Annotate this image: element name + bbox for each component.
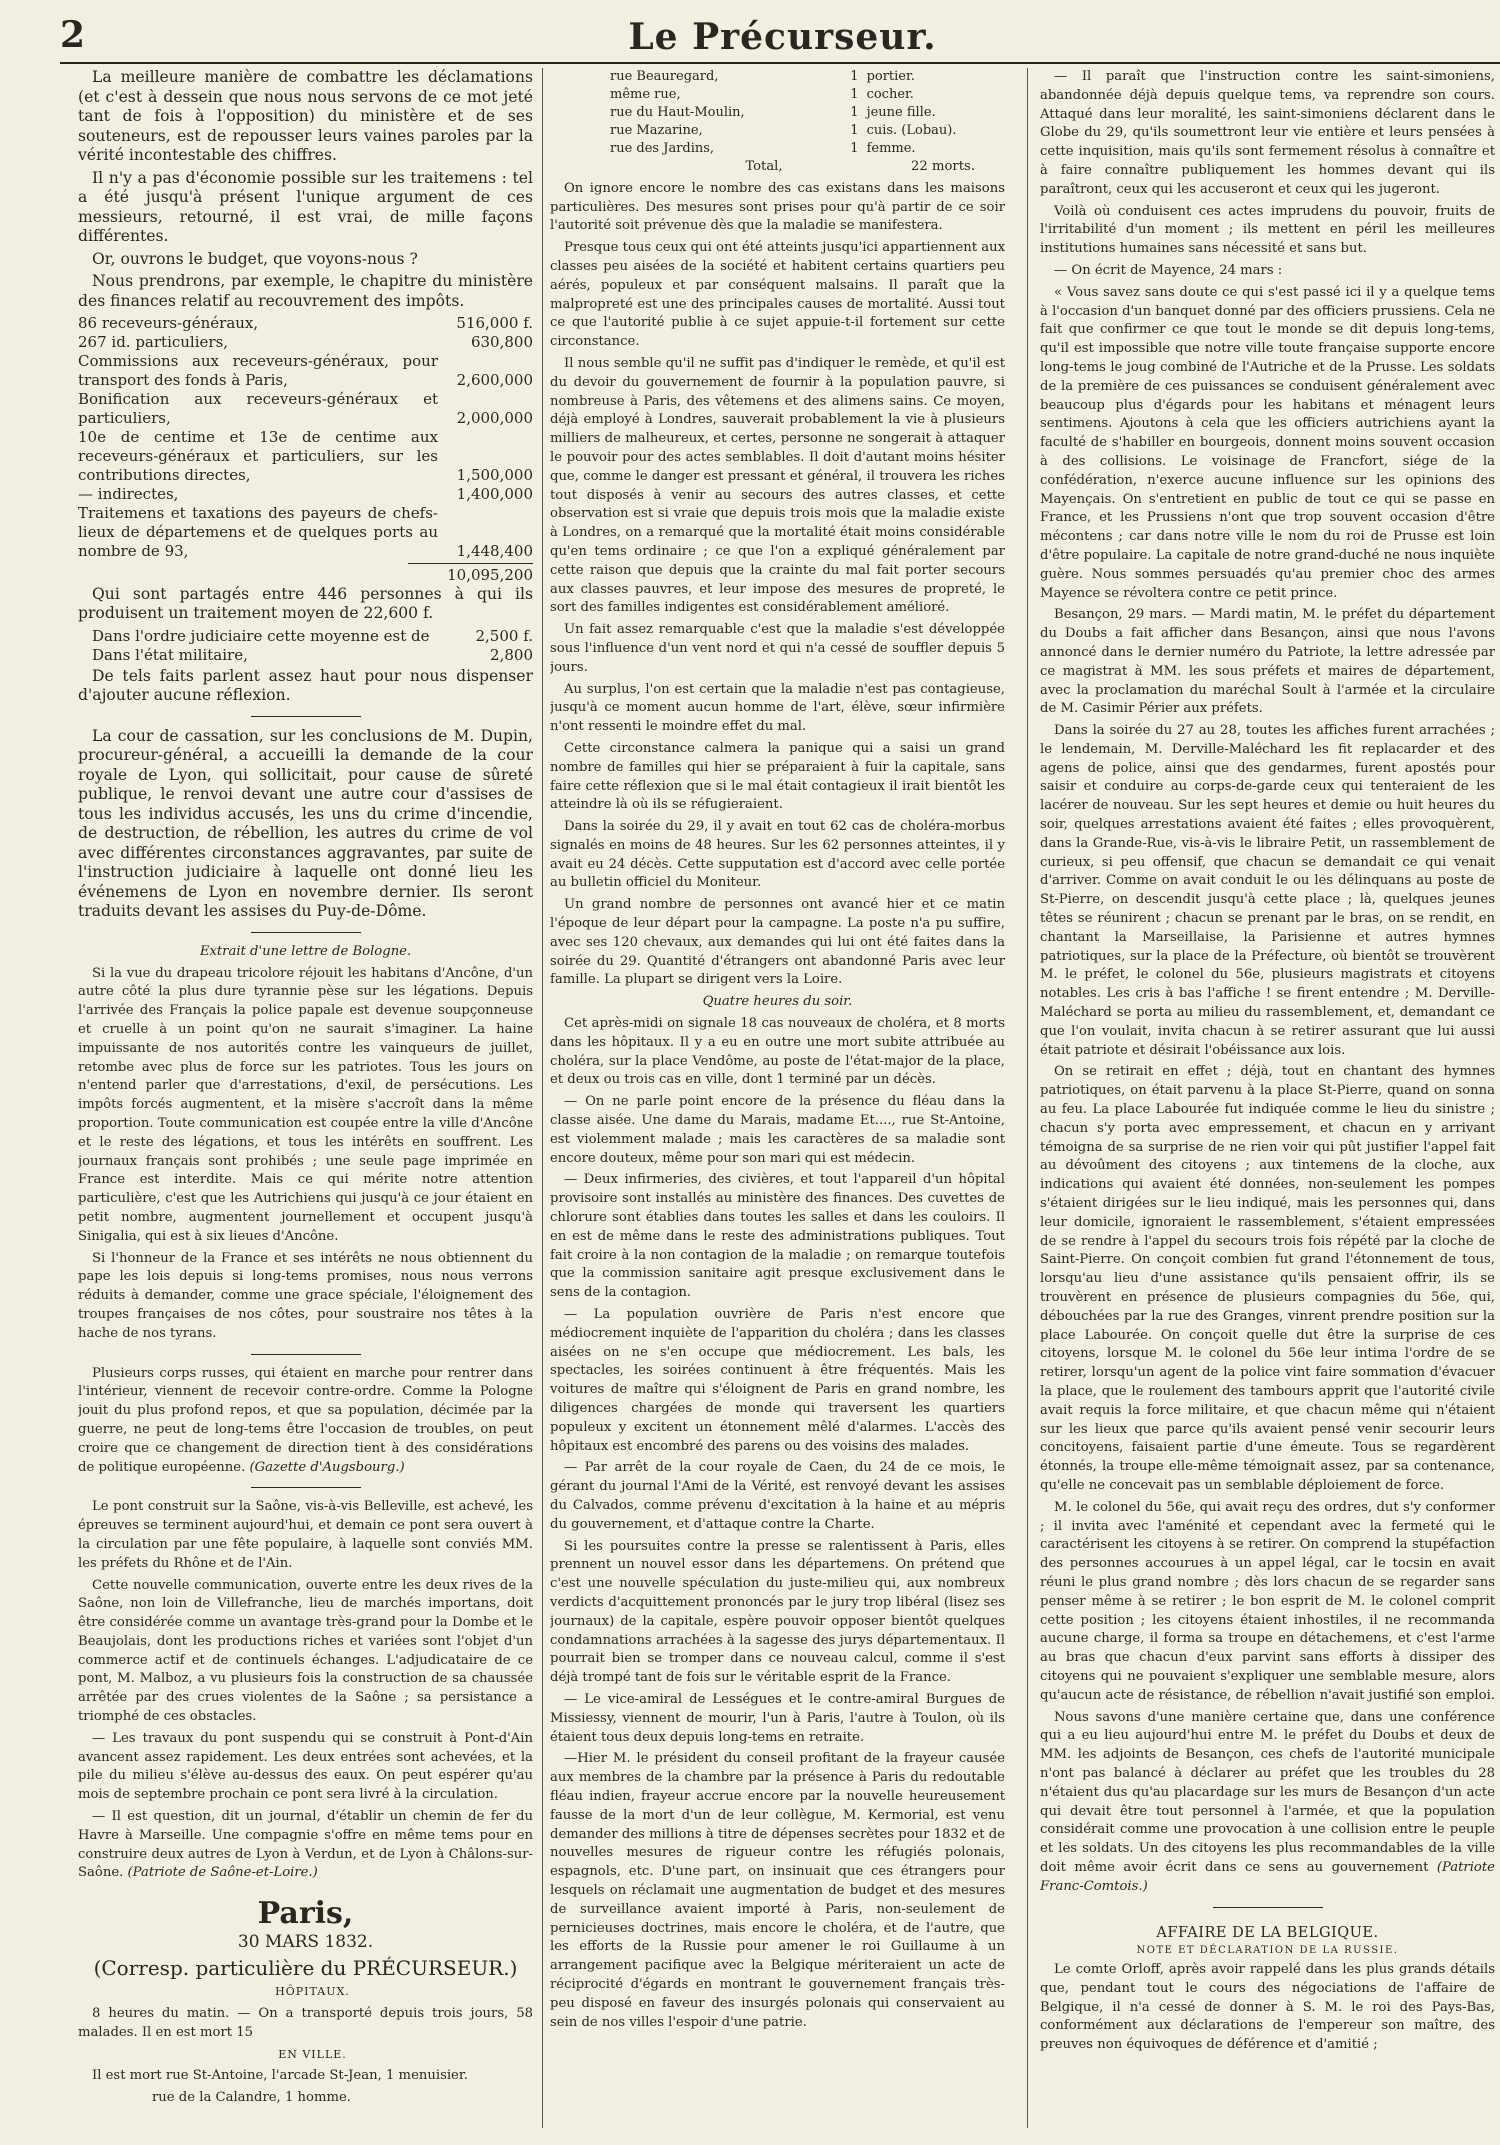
finance-label: Bonification aux receveurs-généraux et particuliers, [78,390,438,427]
finance-row [78,314,533,333]
article-paragraph: Nous prendrons, par exemple, le chapitre du ministère des finances relatif au recouvrement des impôts. [78,272,533,310]
article-paragraph: Si l'honneur de la France et ses intérêts ne nous obtiennent du pape les lois depuis si long-tems promises, nous nous verrons réduits à demander, comme une grace spéciale, l'éloignement des troupes françaises de nos côtes, pour soustraire nos têtes à la hache de nos tyrans. [78,1250,533,1341]
finance-row [78,428,533,485]
article-paragraph: Voilà où conduisent ces actes imprudens du pouvoir, fruits de l'irritabilité d'un moment ; ils mettent en péril les meilleures institutions humaines sans nécessité et sans but. [1040,203,1495,257]
average-label: Dans l'état militaire, [92,645,248,664]
finance-label: 267 id. particuliers, [78,333,229,351]
masthead [60,10,1500,64]
finance-total: 10,095,200 [408,563,533,585]
article-paragraph: Dans la soirée du 29, il y avait en tout 62 cas de choléra-morbus signalés en moins de 48 heures. Sur les 62 personnes atteintes, il y avait eu 24 décès. Cette supputation est d'accord avec celle portée au bulletin officiel du Moniteur. [550,819,1005,891]
article-paragraph: Un fait assez remarquable c'est que la maladie s'est développée sous l'influence d'un vent nord et qui n'a cessé de souffler depuis 5 jours. [550,622,1005,675]
paragraph-text: Nous savons d'une manière certaine que, dans une conférence qui a eu lieu aujourd'hui entre M. le préfet du Doubs et deux de MM. les adjoints de Besançon, ces chefs de l'autorité municipale n'ont pas balancé à déclarer au préfet que les troubles du 28 n'étaient dus qu'au placardage sur les murs de Besançon d'un acte qui devait être tout personnel à l'armée, et que la population considérait comme une provocation à une collision entre le peuple et les soldats. Un des citoyens les plus recommandables de la ville doit même avoir écrit dans ce sens au gouvernement [1040,1709,1495,1875]
article-paragraph: On se retirait en effet ; déjà, tout en chantant des hymnes patriotiques, on était parvenu à la place St-Pierre, quand on sonna au feu. La place Labourée fut indiquée comme le lieu du sinistre ; chacun s'y porta avec empressement, et chacun en y arrivant témoigna de sa surprise de ne rien voir qui pût justifier l'appel fait au dévoûment des citoyens ; aux tintemens de la cloche, aux indications qui avaient été données, non-seulement les pompes s'étaient dirigées sur le lieu indiqué, mais les personnes qui, dans leur domicile, ignoraient le rassemblement, s'étaient empressées de se rendre à l'appel du secours trois fois répété par la cloche de Saint-Pierre. On conçoit combien fut grand l'étonnement de tous, lorsqu'au lieu d'une assistance qu'ils pensaient offrir, ils se trouvèrent en présence de plusieurs compagnies du 56e, qui, débouchées par la rue des Granges, vinrent prendre position sur la place Labourée. On conçoit quelle dut être la surprise de ces citoyens, lorsque M. le colonel du 56e leur intima l'ordre de se retirer, lorsqu'un agent de la police vint faire sommation d'évacuer la place, que le roulement des tambours apprit que l'autorité civile avait requis la force militaire, et que chacun même qui n'étaient sur les lieux que parce qu'ils avaient pensé venir secourir leurs concitoyens, faisaient partie d'une émeute. Tous se regardèrent étonnés, la troupe elle-même témoignait assez, par sa contenance, qu'elle ne concevait pas un semblable déploiement de force. [1040,1064,1495,1493]
deaths-who: jeune fille. [866,105,936,120]
article-paragraph: Si les poursuites contre la presse se ralentissent à Paris, elles prennent un nouvel essor dans les départemens. On prétend que c'est une nouvelle spéculation du juste-milieu qui, aux nombreux verdicts d'acquittement prononcés par le jury trop libéral (lisez ses journaux) de la capitale, espère pouvoir opposer bientôt quelques condamnations arrachées à la sagesse des jurys départementaux. Il pourrait bien se tromper dans ce nouveau calcul, comme il s'est déjà trompé tant de fois sur le véritable esprit de la France. [550,1538,1005,1686]
average-value: 2,500 f. [475,626,533,645]
finance-value: 2,000,000 [456,409,533,427]
article-paragraph: Au surplus, l'on est certain que la maladie n'est pas contagieuse, jusqu'à ce moment aucun homme de l'art, élève, sœur infirmière n'ont ressenti le moindre effet du mal. [550,681,1005,735]
column-divider [542,68,543,2128]
subheading: EN VILLE. [278,2047,347,2061]
article-paragraph: Il nous semble qu'il ne suffit pas d'indiquer le remède, et qu'il est du devoir du gouvernement de fournir à la population pauvre, si nombreuse à Paris, des vêtemens et des alimens sains. Ce moyen, déjà employé à Londres, sauverait probablement la vie à plusieurs milliers de malheureux, et certes, personne ne songerait à attaquer le pouvoir pour des actes semblables. Il doit d'autant moins hésiter que, comme le danger est pressant et général, il trouvera les riches tout disposés à venir au secours des autres classes, et cette observation est si vraie que depuis trois mois que la maladie existe à Londres, on a remarqué que la mortalité était moins considérable qu'en tems ordinaire ; ce que l'on a expliqué généralement par cette raison que depuis que la crainte du mal fait porter secours aux classes pauvres, et leur impose des mesures de propreté, le sort des familles indigentes est considérablement amélioré. [550,355,1005,616]
average-table [78,627,533,665]
separator [251,1487,361,1488]
article-paragraph: La meilleure manière de combattre les déclamations (et c'est à dessein que nous nous servons de ce mot jeté tant de fois à l'opposition) du ministère et de ses souteneurs, est de repousser leurs vaines paroles par la vérité incontestable des chiffres. [78,68,533,164]
article-paragraph [78,1808,533,1883]
finance-value: 1,448,400 [456,542,533,560]
page-number: 2 [60,14,86,56]
deaths-count: 1 [850,141,859,156]
article-paragraph: Le pont construit sur la Saône, vis-à-vis Belleville, est achevé, les épreuves se terminent aujourd'hui, et demain ce pont sera ouvert à la circulation par une fête populaire, à laquelle sont conviés MM. les préfets du Rhône et de l'Ain. [78,1499,533,1571]
deaths-who: femme. [866,141,916,156]
finance-table [78,314,533,561]
article-paragraph: — On ne parle point encore de la présence du fléau dans la classe aisée. Une dame du Marais, madame Et...., rue St-Antoine, est violemment malade ; mais les caractères de sa maladie sont encore douteux, même pour son mari qui est médecin. [550,1094,1005,1166]
deaths-count: 1 [850,105,859,120]
paris-date: 30 MARS 1832. [237,1932,374,1953]
deaths-who: cocher. [866,87,914,102]
newspaper-title: Le Précurseur. [628,16,937,58]
deaths-total [550,158,1005,177]
deaths-row [550,104,1005,122]
deaths-count: 1 [850,123,859,138]
article-paragraph: Cette circonstance calmera la panique qui a saisi un grand nombre de familles qui hier se préparaient à fuir la capitale, sans faire cette réflexion que si le mal était contagieux il irait bientôt les atteindre là où ils se réfugieraient. [550,740,1005,813]
article-paragraph: 8 heures du matin. — On a transporté depuis trois jours, 58 malades. Il en est mort 15 [78,2006,533,2040]
section-heading: Extrait d'une lettre de Bologne. [199,943,412,959]
average-value: 2,800 [490,645,533,664]
article-paragraph: rue de la Calandre, 1 homme. [152,2090,351,2106]
article-paragraph: Besançon, 29 mars. — Mardi matin, M. le préfet du département du Doubs a fait afficher dans Besançon, ainsi que nous l'avons annoncé dans le dernier numéro du Patriote, la lettre adressée par ce magistrat à MM. les sous préfets et maires de département, avec la proclamation du maréchal Soult à l'armée et la circulaire de M. Casimir Périer aux préfets. [1040,607,1495,717]
article-paragraph [1040,1709,1495,1897]
deaths-who: portier. [866,69,915,84]
paragraph-text: Plusieurs corps russes, qui étaient en marche pour rentrer dans l'intérieur, viennent de recevoir contre-ordre. Comme la Pologne jouit du plus profond repos, et que sa population, décimée par la guerre, ne peut de long-tems être l'occasion de troubles, on peut croire que ce changement de direction tient à des considérations de politique européenne. [78,1365,533,1475]
article-paragraph: Il n'y a pas d'économie possible sur les traitemens : tel a été jusqu'à présent l'unique argument de ces messieurs, retourné, il est vrai, de mille façons différentes. [78,168,533,245]
separator [1213,1907,1323,1908]
finance-value: 516,000 f. [456,314,533,332]
separator [251,1354,361,1355]
finance-row [78,390,533,428]
finance-row [78,352,533,390]
column-2 [550,68,1005,2128]
finance-value: 630,800 [470,333,533,351]
deaths-count: 1 [850,69,859,84]
column-1 [78,68,533,2128]
deaths-street: rue Mazarine, [610,123,703,138]
article-paragraph: — La population ouvrière de Paris n'est encore que médiocrement inquiète de l'apparition du choléra ; dans les classes aisées on ne s'en occupe que médiocrement. Les bals, les spectacles, les soirées continuent à être fréquentés. Mais les voitures de maître qui s'éloignent de Paris en grand nombre, les diligences chargées de monde qui traversent les quartiers populeux y excitent un étonnement mêlé d'alarmes. L'accès des hôpitaux est encombré des parens ou des voisins des malades. [550,1307,1005,1454]
finance-row [78,333,533,352]
article-paragraph: — Le vice-amiral de Lességues et le contre-amiral Burgues de Missiessy, viennent de mourir, l'un à Paris, l'autre à Toulon, où ils étaient tous deux depuis long-tems en retraite. [550,1691,1005,1745]
article-paragraph: On ignore encore le nombre des cas existans dans les maisons particulières. Des mesures sont prises pour qu'à partir de ce soir l'autorité soit prévenue dès que la maladie se manifestera. [550,180,1005,234]
total-value: 22 morts. [911,159,975,174]
deaths-row [550,122,1005,140]
finance-label: 10e de centime et 13e de centime aux receveurs-généraux et particuliers, sur les contributions directes, [78,428,438,484]
article-paragraph: — Par arrêt de la cour royale de Caen, du 24 de ce mois, le gérant du journal l'Ami de la Vérité, est renvoyé devant les assises du Calvados, comme prévenu d'excitation à la haine et au mépris du gouvernement, et d'attaque contre la Charte. [550,1460,1005,1532]
finance-label: — indirectes, [78,485,179,503]
time-heading: Quatre heures du soir. [702,994,853,1010]
deaths-row [550,68,1005,86]
article-paragraph: De tels faits parlent assez haut pour nous dispenser d'ajouter aucune réflexion. [78,666,533,705]
deaths-street: rue du Haut-Moulin, [610,105,745,120]
finance-value: 1,400,000 [456,485,533,503]
article-paragraph: — On écrit de Mayence, 24 mars : [1054,262,1283,278]
article-paragraph: « Vous savez sans doute ce qui s'est passé ici il y a quelque tems à l'occasion d'un banquet donné par des officiers prussiens. Cela ne fait que confirmer ce que tout le monde se dit depuis long-tems, qu'il est impossible que notre ville toute française supporte encore long-tems le joug combiné de l'Autriche et de la Prusse. Les soldats de la première de ces puissances se conduisent généralement avec beaucoup plus d'égards pour les habitans et ménagent leurs sentimens. Ajoutons à cela que les officiers autrichiens ayant la faculté de s'habiller en bourgeois, donnent moins souvent occasion à des collisions. Le voisinage de Francfort, siége de la confédération, n'exerce aucune influence sur les opinions des Mayençais. On s'entretient en public de tout ce qui se passe en France, et les Prussiens n'ont que trop souvent occasion d'être mécontens ; car dans notre ville le nom du roi de Prusse est loin d'être populaire. La capitale de notre grand-duché ne nous inquiète guère. Nous sommes persuadés qu'au premier choc des armes Mayence se révoltera contre ce petit prince. [1040,284,1495,601]
article-paragraph: Cette nouvelle communication, ouverte entre les deux rives de la Saône, non loin de Villefranche, lieu de marchés importans, doit être considérée comme un avantage très-grand pour la Dombe et le Beaujolais, dont les productions riches et variées sont l'objet d'un commerce actif et de continuels échanges. L'adjudicataire de ce pont, M. Malboz, a vu plusieurs fois la construction de sa chaussée arrêtée par des crues violentes de la Saône ; sa persistance a triomphé de ces obstacles. [78,1577,533,1725]
section-subheading: NOTE ET DÉCLARATION DE LA RUSSIE. [1136,1945,1399,1957]
article-paragraph: Le comte Orloff, après avoir rappelé dans les plus grands détails que, pendant tout le cours des négociations de l'affaire de Belgique, il n'a cessé de donner à S. M. le roi des Pays-Bas, conformément aux déclarations de l'empereur son maître, des preuves non équivoques de déférence et d'amitié ; [1040,1962,1495,2053]
article-paragraph: Qui sont partagés entre 446 personnes à qui ils produisent un traitement moyen de 22,600 f. [78,584,533,623]
article-paragraph: Un grand nombre de personnes ont avancé hier et ce matin l'époque de leur départ pour la campagne. La poste n'a pu suffire, avec ses 120 chevaux, aux demandes qui lui ont été faites dans la soirée du 29. Quantité d'étrangers ont abandonné Paris avec leur famille. La plupart se dirigent vers la Loire. [550,897,1005,988]
article-paragraph: Il est mort rue St-Antoine, l'arcade St-Jean, 1 menuisier. [92,2068,468,2084]
total-label: Total, [745,159,783,174]
deaths-count: 1 [850,87,859,102]
subheading: HÔPITAUX. [275,1985,350,1999]
column-divider [1027,68,1028,2128]
deaths-row [550,86,1005,104]
article-paragraph: — Les travaux du pont suspendu qui se construit à Pont-d'Ain avancent assez rapidement. Les deux entrées sont achevées, et la pile du milieu s'élève au-dessus des eaux. On peut espérer qu'au mois de septembre prochain ce pont sera livré à la circulation. [78,1730,533,1803]
article-paragraph: — Il paraît que l'instruction contre les saint-simoniens, abandonnée déjà depuis quelque tems, va reprendre son cours. Attaqué dans leur moralité, les saint-simoniens déclarent dans le Globe du 29, qu'ils soumettront leur vie entière et leurs pensées à cette inquisition, mais qu'ils sont fermement résolus à connaître et à faire connaître publiquement les hommes devant qui ils paraîtront, ceux qui les accuseront et ceux qui les jugeront. [1040,69,1495,197]
average-label: Dans l'ordre judiciaire cette moyenne est de [92,626,430,645]
source-citation: (Patriote Franc-Comtois.) [1040,1859,1495,1894]
article-paragraph: Or, ouvrons le budget, que voyons-nous ? [92,249,418,268]
article-paragraph: Dans la soirée du 27 au 28, toutes les affiches furent arrachées ; le lendemain, M. Derville-Maléchard les fit replacarder et des agens de police, ainsi que des gendarmes, furent apostés pour saisir et conduire au corps-de-garde ceux qui tenteraient de les lacérer de nouveau. Sur les sept heures et demie ou huit heures du soir, quelques arrestations avaient été faites ; elles provoquèrent, dans la Grande-Rue, vis-à-vis le libraire Petit, un rassemblement de curieux, si peu offensif, que chacun se demandait ce qui venait d'arriver. Comme on avait conduit le ou les délinquans au poste de St-Pierre, on descendit jusqu'à cette place ; là, quelques jeunes têtes se réunirent ; chacun se prenant par le bras, on se rendit, en chantant la Marseillaise, la Parisienne et autres hymnes patriotiques, sur la place de la Préfecture, où bientôt se trouvèrent M. le préfet, le colonel du 56e, plusieurs magistrats et citoyens notables. Les cris à bas l'affiche ! se firent entendre ; M. Derville-Maléchard se porta au milieu du rassemblement, et, demandant ce que l'on voulait, invita chacun à se retirer assurant que lui aussi était patriote et désirait l'obéissance aux lois. [1040,723,1495,1058]
column-3 [1040,68,1495,2128]
finance-value: 1,500,000 [456,466,533,484]
separator [251,716,361,717]
source-citation: (Patriote de Saône-et-Loire.) [127,1865,318,1881]
deaths-street: rue des Jardins, [610,141,715,156]
source-citation: (Gazette d'Augsbourg.) [249,1459,405,1475]
deaths-table [550,68,1005,158]
article-paragraph: Cet après-midi on signale 18 cas nouveaux de choléra, et 8 morts dans les hôpitaux. Il y a eu en outre une mort subite attribuée au choléra, sur la place Vendôme, au poste de l'état-major de la place, et deux ou trois cas en ville, dont 1 terminé par un décès. [550,1016,1005,1088]
article-paragraph: —Hier M. le président du conseil profitant de la frayeur causée aux membres de la chambre par la présence à Paris du redoutable fléau indien, frayeur accrue encore par la nouvelle heureusement fausse de la mort d'un de leur collègue, M. Kermorial, est venu demander des millions à titre de dépenses secrètes pour 1832 et de nouvelles mesures de rigueur contre les réfugiés polonais, espagnols, etc. D'une part, on insinuait que ces étrangers pour lesquels on réclamait une augmentation de budget et des mesures de surveillance avaient importé à Paris, non-seulement de pernicieuses doctrines, mais encore le choléra, et de l'autre, que les efforts de la Russie pour amener le roi Guillaume à un arrangement pacifique avec la Belgique mériteraient un acte de réciprocité d'égards en montrant le gouvernement français très-peu disposé en faveur des insurgés polonais qui conservaient au sein de nos villes l'espoir d'une patrie. [550,1751,1005,2030]
paragraph-text: — Il est question, dit un journal, d'établir un chemin de fer du Havre à Marseille. Une compagnie s'offre en même tems pour en construire deux autres de Lyon à Verdun, et de Lyon à Châlons-sur-Saône. [78,1809,533,1881]
paris-heading: Paris, [257,1896,354,1932]
finance-row [78,504,533,561]
section-heading: AFFAIRE DE LA BELGIQUE. [1156,1924,1379,1941]
finance-label: Traitemens et taxations des payeurs de chefs-lieux de départemens et de quelques ports au nombre de 93, [78,504,438,560]
article-paragraph [78,1365,533,1478]
deaths-who: cuis. (Lobau). [866,123,957,138]
deaths-street: même rue, [610,87,681,102]
article-paragraph: La cour de cassation, sur les conclusions de M. Dupin, procureur-général, a accueilli la demande de la cour royale de Lyon, qui sollicitait, pour cause de sûreté publique, le renvoi devant une autre cour d'assises de tous les individus accusés, les uns du crime d'incendie, de destruction, de rébellion, les autres du crime de vol avec différentes circonstances aggravantes, par suite de l'instruction judiciaire à laquelle ont donné lieu les événemens de Lyon en novembre dernier. Ils seront traduits devant les assises du Puy-de-Dôme. [78,726,533,921]
finance-label: 86 receveurs-généraux, [78,314,259,332]
article-paragraph: Presque tous ceux qui ont été atteints jusqu'ici appartiennent aux classes peu aisées de la société et habitent certains quartiers peu aérés, populeux et par conséquent malsains. Il paraît que la malpropreté est une des principales causes de mortalité. Aussi tout ce que l'autorité publie à ce sujet appuie-t-il fortement sur cette circonstance. [550,240,1005,350]
finance-label: Commissions aux receveurs-généraux, pour transport des fonds à Paris, [78,352,438,389]
article-paragraph: Si la vue du drapeau tricolore réjouit les habitans d'Ancône, d'un autre côté la plus dure tyrannie pèse sur les légations. Depuis l'arrivée des Français la police papale est devenue soupçonneuse et cruelle à un point qu'on ne saurait s'imaginer. La haine impuissante de nos autorités contre les vainqueurs de juillet, retombe avec plus de force sur les patriotes. Tous les jours on n'entend parler que d'arrestations, d'exil, de persécutions. Les impôts forcés augmentent, et la misère s'accroît dans la même proportion. Toute communication est coupée entre la ville d'Ancône et le reste des légations, et tous les intérêts en souffrent. Les journaux français sont prohibés ; une seule page imprimée en France est interdite. Mais ce qui mérite notre attention particulière, c'est que les Autrichiens qui jusqu'à ce jour étaient en petit nombre, augmentent journellement et occupent jusqu'à Sinigalia, qui est à six lieues d'Ancône. [78,965,533,1244]
correspondence-heading: (Corresp. particulière du PRÉCURSEUR.) [93,1956,518,1981]
deaths-street: rue Beauregard, [610,69,719,84]
finance-value: 2,600,000 [456,371,533,389]
article-paragraph: — Deux infirmeries, des civières, et tout l'appareil d'un hôpital provisoire sont installés au ministère des finances. Des cuvettes de chlorure sont établies dans toutes les salles et dans les couloirs. Il en est de même dans le reste des administrations publiques. Tout fait croire à la non contagion de la maladie ; on remarque toutefois que la commission sanitaire agit presque exclusivement dans le sens de la contagion. [550,1172,1005,1301]
separator [251,932,361,933]
deaths-row [550,140,1005,158]
article-paragraph: M. le colonel du 56e, qui avait reçu des ordres, dut s'y conformer ; il invita avec l'aménité et cependant avec la fermeté qui le caractérisent les citoyens à se retirer. On comprend la stupéfaction des personnes accourues à un appel légal, car le tocsin en avait réuni le plus grand nombre ; dès lors chacun de se regarder sans penser même à se retirer ; le bon esprit de M. le colonel comprit cette position ; les citoyens étaient inhostiles, il ne recommanda aucune charge, il forma sa troupe en détachemens, et c'est l'arme au bras que chacun d'eux parvint sans efforts à dissiper des citoyens qui ne pouvaient s'expliquer une semblable mesure, alors qu'aucun acte de résistance, de rébellion n'avait justifié son emploi. [1040,1499,1495,1703]
finance-row [78,485,533,504]
